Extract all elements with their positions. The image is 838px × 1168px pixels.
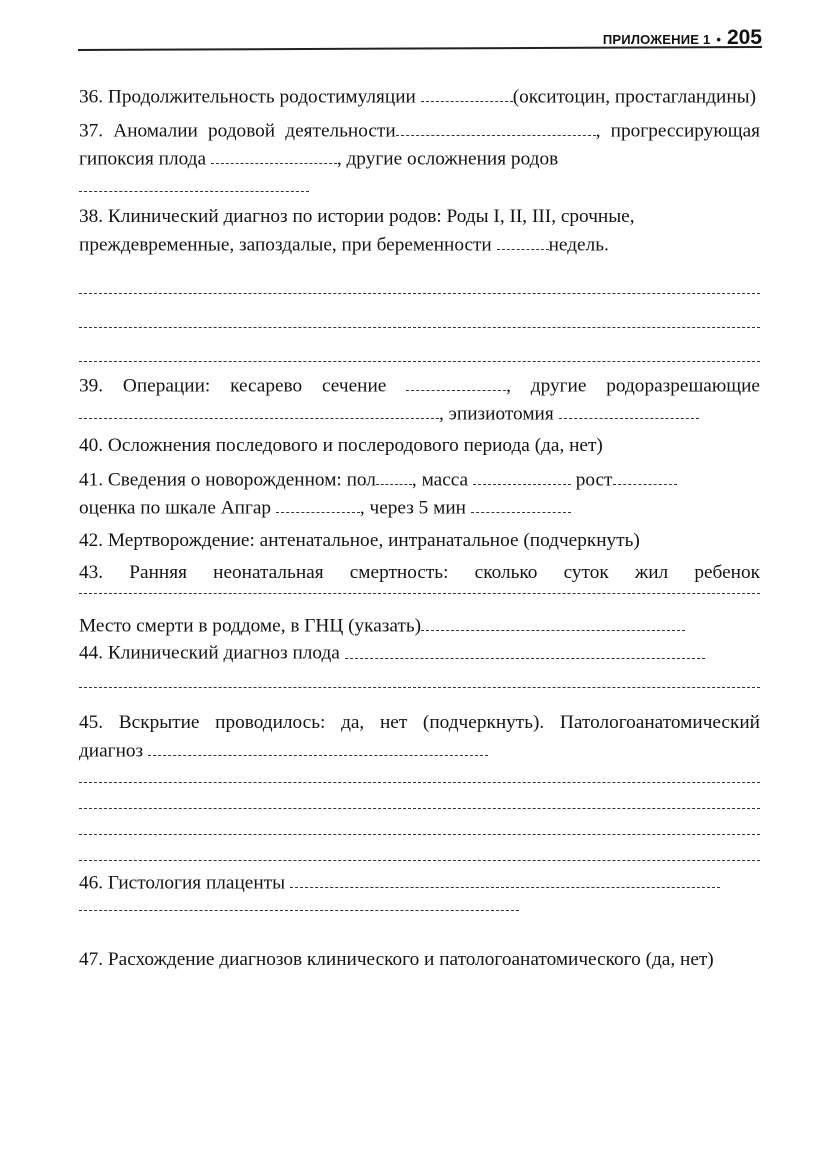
item-41-blank-5min[interactable] <box>471 494 571 513</box>
item-40 <box>79 433 760 460</box>
item-47 <box>79 947 760 974</box>
page-number: 205 <box>726 26 762 49</box>
item-43-text-b: Место смерти в роддоме, в ГНЦ (указать) <box>79 614 422 636</box>
item-46-blank-2-line <box>79 902 760 911</box>
item-43-answer-line[interactable] <box>79 593 760 594</box>
item-41-blank-apgar[interactable] <box>276 494 360 513</box>
item-43-place <box>79 612 760 640</box>
item-39-text-c: , эпизиотомия <box>439 402 559 424</box>
item-43-blank-place[interactable] <box>421 612 685 631</box>
item-39-blank-1[interactable] <box>406 372 506 391</box>
item-36 <box>79 83 760 111</box>
item-44 <box>79 639 760 667</box>
item-46 <box>79 869 760 897</box>
item-43 <box>79 560 760 587</box>
item-37-text-a: 37. Аномалии родовой деятельности <box>79 120 396 142</box>
item-45 <box>79 710 760 764</box>
item-37-blank-1[interactable] <box>396 117 596 136</box>
item-37 <box>79 117 760 173</box>
item-41 <box>79 466 760 522</box>
item-41-text-a: 41. Сведения о новорожденном: пол <box>79 469 376 491</box>
item-38 <box>79 204 760 258</box>
header-bullet: • <box>716 32 721 47</box>
item-41-text-b: , масса <box>411 469 473 491</box>
item-38-answer-line-3[interactable] <box>79 361 760 362</box>
item-41-text-c: рост <box>570 469 613 491</box>
item-41-text-e: , через 5 мин <box>359 497 471 519</box>
item-39-text-a: 39. Операции: кесарево сечение <box>79 375 407 397</box>
item-36-blank[interactable] <box>421 83 513 102</box>
item-41-blank-sex[interactable] <box>376 466 412 485</box>
item-38-text-b: недель. <box>548 234 609 256</box>
item-38-blank-weeks[interactable] <box>497 231 549 250</box>
item-37-text-b: , прогрессирующая гипоксия плода <box>79 120 761 169</box>
item-39-blank-2[interactable] <box>79 400 439 419</box>
item-46-blank-1[interactable] <box>290 869 720 888</box>
item-44-text: 44. Клинический диагноз плода <box>79 642 345 664</box>
item-43-text-a: 43. Ранняя неонатальная смертность: сколько суток жил ребенок <box>79 562 760 584</box>
form-content <box>79 83 760 974</box>
item-46-text: 46. Гистология плаценты <box>79 871 290 893</box>
item-37-text-c: , другие осложнения родов <box>336 147 559 169</box>
item-39 <box>79 372 760 428</box>
item-39-blank-3[interactable] <box>559 400 699 419</box>
item-44-answer-line[interactable] <box>79 687 760 688</box>
item-40-text: 40. Осложнения последового и послеродового периода (да, нет) <box>79 435 603 457</box>
item-37-blank-3-line <box>79 172 760 198</box>
item-46-blank-2[interactable] <box>79 902 519 911</box>
item-45-answer-line-4[interactable] <box>79 860 760 861</box>
item-41-blank-height[interactable] <box>613 466 677 485</box>
item-36-text-b: (окситоцин, простагландины) <box>512 86 757 108</box>
item-38-text-a: 38. Клинический диагноз по истории родов: Роды I, II, III, срочные, преждевременные, запоздалые, при беременности <box>79 206 635 256</box>
item-41-blank-mass[interactable] <box>473 466 571 485</box>
item-42 <box>79 528 760 555</box>
section-title: ПРИЛОЖЕНИЕ 1 <box>602 32 711 47</box>
item-39-text-b: , другие родоразрешающие <box>506 375 760 397</box>
item-37-blank-2[interactable] <box>211 145 337 164</box>
item-44-blank[interactable] <box>345 639 705 658</box>
item-37-blank-3[interactable] <box>79 172 309 191</box>
item-42-text: 42. Мертворождение: антенатальное, интранатальное (подчеркнуть) <box>79 529 640 551</box>
item-45-blank[interactable] <box>148 737 488 756</box>
item-45-text: 45. Вскрытие проводилось: да, нет (подчеркнуть). Патологоанатомический диагноз <box>79 712 760 762</box>
item-36-text-a: 36. Продолжительность родостимуляции <box>79 86 421 108</box>
item-47-text: 47. Расхождение диагнозов клинического и патологоанатомического (да, нет) <box>79 949 714 971</box>
item-41-text-d: оценка по шкале Апгар <box>79 497 276 519</box>
